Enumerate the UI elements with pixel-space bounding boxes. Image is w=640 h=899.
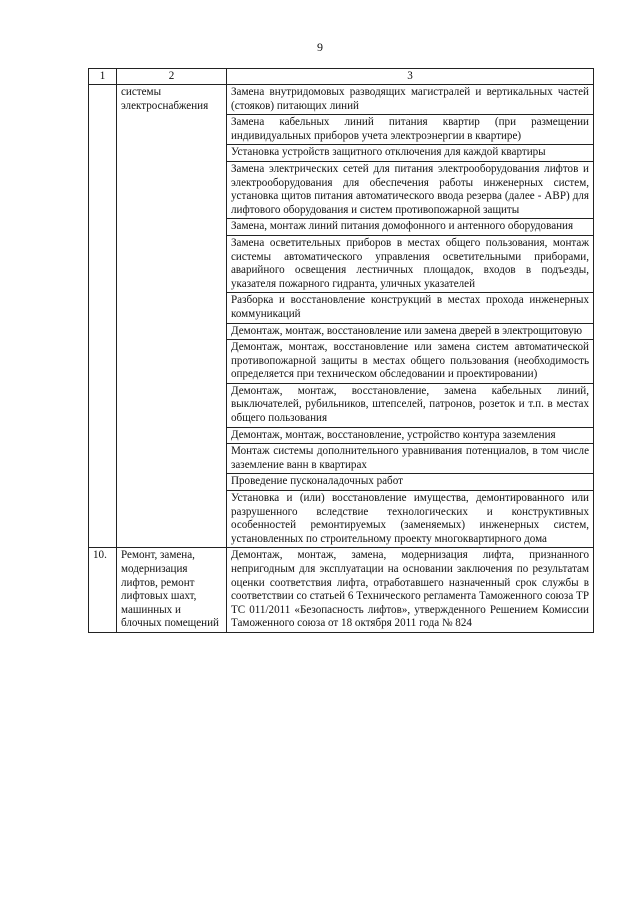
works-table xyxy=(88,68,594,633)
table-body xyxy=(89,85,594,633)
work-description: Замена осветительных приборов в местах общего пользования, монтаж системы автоматического управления осветительными приборами, аварийного освещения лестничных площадок, входов в подъезды, указателя пожарного гидранта, уличных указателей xyxy=(227,235,594,292)
system-name: системы электроснабжения xyxy=(117,85,227,548)
work-description: Замена электрических сетей для питания электрооборудования лифтов и электрооборудования для обеспечения работы инженерных систем, установка щитов питания автоматического ввода резерва (далее - АВР) для лифтового оборудования и систем противопожарной защиты xyxy=(227,161,594,218)
column-header-2: 2 xyxy=(117,69,227,85)
work-description: Монтаж системы дополнительного уравнивания потенциалов, в том числе заземление ванн в квартирах xyxy=(227,444,594,474)
work-description: Установка и (или) восстановление имущества, демонтированного или разрушенного вследствие технологических и конструктивных особенностей ремонтируемых (заменяемых) инженерных систем, установленных по строительному проекту многоквартирного дома xyxy=(227,491,594,548)
work-description: Замена, монтаж линий питания домофонного и антенного оборудования xyxy=(227,219,594,236)
column-header-1: 1 xyxy=(89,69,117,85)
row-number xyxy=(89,85,117,548)
work-description: Демонтаж, монтаж, восстановление или замена систем автоматической противопожарной защиты в местах общего пользования (необходимость определяется при техническом обследовании и проектировании) xyxy=(227,340,594,384)
work-description: Демонтаж, монтаж, восстановление, замена кабельных линий, выключателей, рубильников, штепселей, патронов, розеток и т.п. в местах общего пользования xyxy=(227,383,594,427)
table-row xyxy=(89,85,594,115)
work-description: Замена внутридомовых разводящих магистралей и вертикальных частей (стояков) питающих линий xyxy=(227,85,594,115)
work-description: Замена кабельных линий питания квартир (при размещении индивидуальных приборов учета электроэнергии в квартире) xyxy=(227,115,594,145)
table-row xyxy=(89,548,594,633)
column-header-3: 3 xyxy=(227,69,594,85)
table-header-row xyxy=(89,69,594,85)
work-description: Демонтаж, монтаж, восстановление, устройство контура заземления xyxy=(227,427,594,444)
work-description: Демонтаж, монтаж, замена, модернизация лифта, признанного непригодным для эксплуатации на основании заключения по результатам оценки соответствия лифта, отработавшего назначенный срок службы в соответствии со статьей 6 Технического регламента Таможенного союза ТР ТС 011/2011 «Безопасность лифтов», утвержденного Решением Комиссии Таможенного союза от 18 октября 2011 года № 824 xyxy=(227,548,594,633)
row-number: 10. xyxy=(89,548,117,633)
system-name: Ремонт, замена, модернизация лифтов, ремонт лифтовых шахт, машинных и блочных помещений xyxy=(117,548,227,633)
page-number: 9 xyxy=(317,40,323,54)
work-description: Демонтаж, монтаж, восстановление или замена дверей в электрощитовую xyxy=(227,323,594,340)
work-description: Проведение пусконаладочных работ xyxy=(227,474,594,491)
work-description: Установка устройств защитного отключения для каждой квартиры xyxy=(227,145,594,162)
work-description: Разборка и восстановление конструкций в местах прохода инженерных коммуникаций xyxy=(227,293,594,323)
